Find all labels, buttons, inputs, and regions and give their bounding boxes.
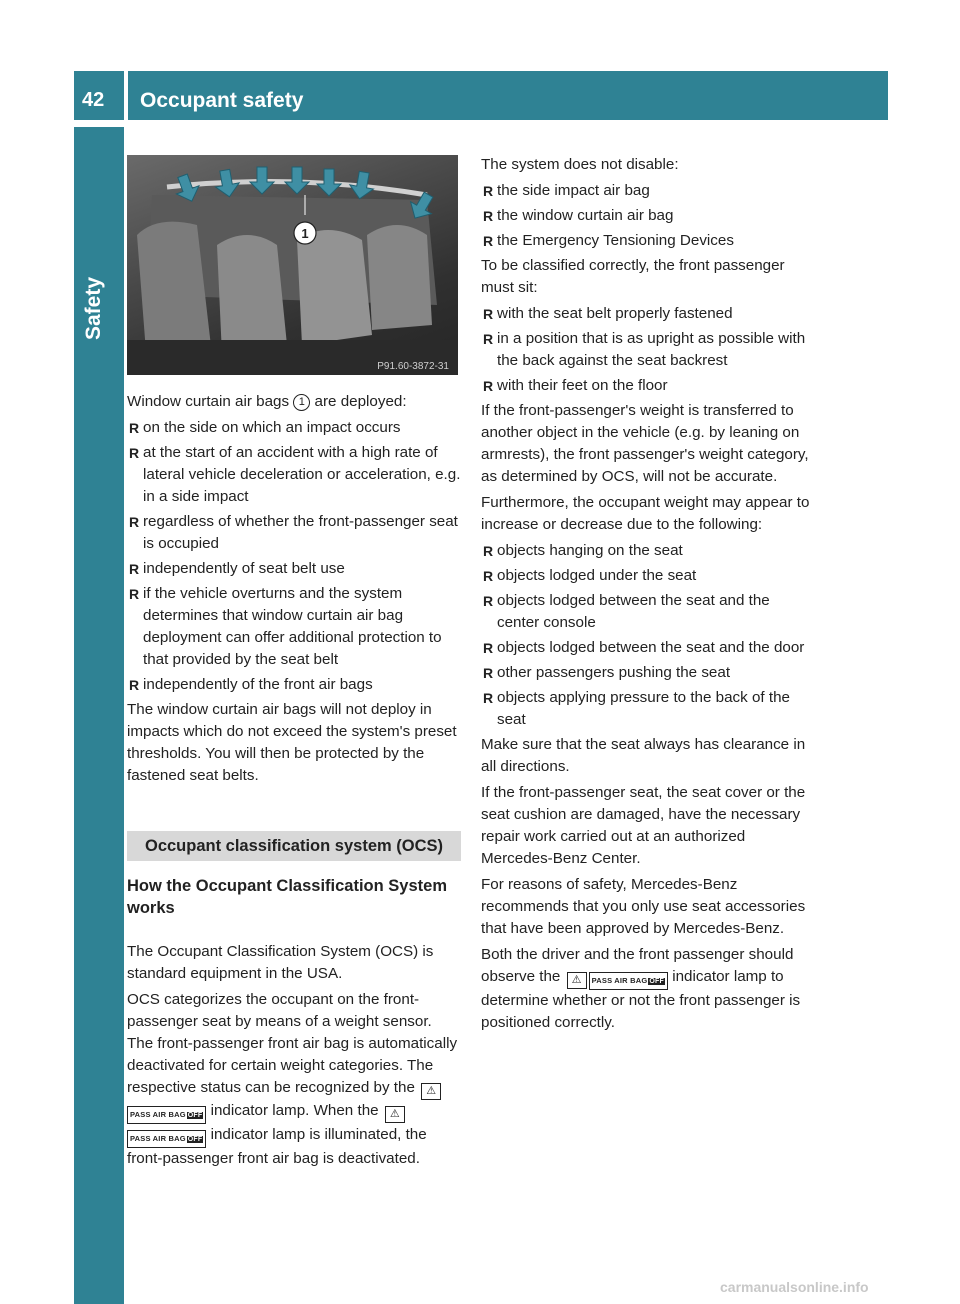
figure-reference-code: P91.60-3872-31 (377, 361, 449, 372)
side-tab-label: Safety (82, 276, 105, 340)
ocs-paragraph-2: OCS categorizes the occupant on the front-passenger seat by means of a weight sensor. The front-passenger front air bag is automatically deactivated for certain weight categories. The respective status can be recognized by the ⚠PASS AIR BAG OFF indicator lamp. When the ⚠PASS AIR BAG OFF indicator lamp is illuminated, the front-passenger front air bag is deactivated. (127, 991, 458, 1167)
list-item: R on the side on which an impact occurs (127, 417, 461, 439)
left-column (127, 391, 461, 1174)
accessories-paragraph: For reasons of safety, Mercedes-Benz recommends that you only use seat accessories that have been approved by Mercedes-Benz. (481, 876, 806, 937)
header-divider (124, 71, 128, 120)
list-item: R the Emergency Tensioning Devices (481, 230, 815, 252)
no-deploy-paragraph: The window curtain air bags will not deploy in impacts which do not exceed the system's preset thresholds. You will then be protected by the fastened seat belts. (127, 701, 457, 784)
list-item: R objects lodged under the seat (481, 565, 815, 587)
list-item: R independently of the front air bags (127, 674, 461, 696)
ocs-paragraph-1: The Occupant Classification System (OCS) is standard equipment in the USA. (127, 943, 434, 982)
pass-airbag-off-lamp-icon: PASS AIR BAG OFF (589, 972, 668, 990)
vehicle-interior-illustration (127, 155, 458, 375)
list-item: R objects hanging on the seat (481, 540, 815, 562)
list-item: R objects lodged between the seat and the door (481, 637, 815, 659)
list-item: R other passengers pushing the seat (481, 662, 815, 684)
clearance-paragraph: Make sure that the seat always has clearance in all directions. (481, 736, 806, 775)
figure-callout-1: 1 (301, 226, 309, 241)
list-item: R at the start of an accident with a high rate of lateral vehicle deceleration or acceleration, e.g. in a side impact (127, 442, 461, 508)
list-item: R independently of seat belt use (127, 558, 461, 580)
weight-change-intro: Furthermore, the occupant weight may appear to increase or decrease due to the following: (481, 494, 810, 533)
list-item: R with their feet on the floor (481, 375, 815, 397)
right-column (481, 154, 815, 1038)
list-item: R the side impact air bag (481, 180, 815, 202)
subheading: How the Occupant Classification System works (127, 877, 447, 917)
weight-transfer-paragraph: If the front-passenger's weight is transferred to another object in the vehicle (e.g. by leaning on armrests), the front passenger's weight category, as determined by OCS, will not be accurate. (481, 402, 809, 485)
deploy-intro: Window curtain air bags 1 are deployed: (127, 393, 407, 410)
child-seat-icon: ⚠ (567, 972, 587, 989)
pass-airbag-off-lamp-icon: PASS AIR BAG OFF (127, 1106, 206, 1124)
sitting-requirements-list (481, 303, 815, 397)
page-number: 42 (82, 89, 105, 111)
child-seat-icon: ⚠ (421, 1083, 441, 1100)
deploy-conditions-list (127, 417, 461, 696)
list-item: R regardless of whether the front-passenger seat is occupied (127, 511, 461, 555)
list-item: R the window curtain air bag (481, 205, 815, 227)
child-seat-icon: ⚠ (385, 1106, 405, 1123)
page-header (74, 71, 888, 120)
not-disable-list (481, 180, 815, 252)
weight-factors-list (481, 540, 815, 731)
observe-indicator-paragraph: Both the driver and the front passenger should observe the ⚠ PASS AIR BAG OFF indicator lamp to determine whether or not the front passenger is positioned correctly. (481, 946, 801, 1031)
list-item: R objects applying pressure to the back of the seat (481, 687, 815, 731)
not-disable-intro: The system does not disable: (481, 156, 679, 173)
damage-paragraph: If the front-passenger seat, the seat cover or the seat cushion are damaged, have the necessary repair work carried out at an authorized Mercedes-Benz Center. (481, 784, 806, 867)
sit-intro: To be classified correctly, the front passenger must sit: (481, 257, 785, 296)
page-title: Occupant safety (140, 89, 304, 112)
list-item: R objects lodged between the seat and the center console (481, 590, 815, 634)
section-heading: Occupant classification system (OCS) (127, 831, 461, 861)
watermark: carmanualsonline.info (720, 1279, 869, 1295)
pass-airbag-off-lamp-icon: PASS AIR BAG OFF (127, 1130, 206, 1148)
callout-1-icon: 1 (293, 394, 310, 411)
list-item: R in a position that is as upright as possible with the back against the seat backrest (481, 328, 815, 372)
curtain-airbag-figure (127, 155, 458, 375)
list-item: R if the vehicle overturns and the system determines that window curtain air bag deployment can offer additional protection to that provided by the seat belt (127, 583, 461, 671)
list-item: R with the seat belt properly fastened (481, 303, 815, 325)
